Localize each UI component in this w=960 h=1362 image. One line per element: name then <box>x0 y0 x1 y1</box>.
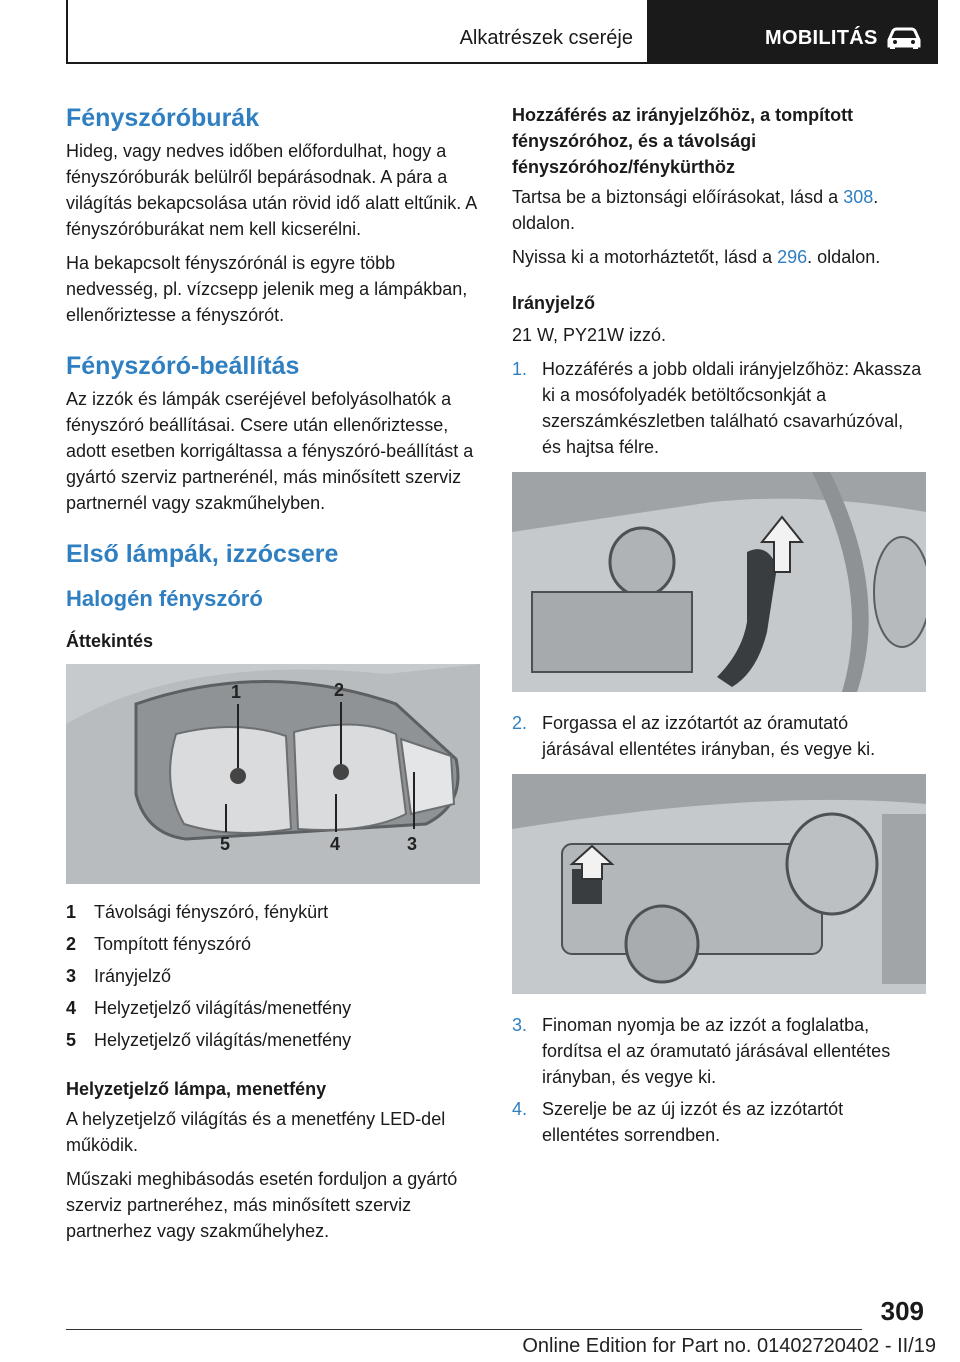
paragraph: Ha bekapcsolt fényszórónál is egyre több nedvesség, pl. vízcsepp jelenik meg a lámpákban, ellenőriztesse a fényszórót. <box>66 253 468 325</box>
figure-label-2: 2 <box>334 680 345 700</box>
paragraph: Tartsa be a biztonsági előírásokat, lásd a 308. oldalon. <box>512 187 879 233</box>
step-item: 3. Finoman nyomja be az izzót a foglalatba, fordítsa el az óramutató járásával ellentétes irányban, és vegye ki. <box>512 1015 891 1087</box>
engine-bay-illustration-2 <box>512 774 926 994</box>
legend-item: 4 Helyzetjelző világítás/menetfény <box>66 998 352 1018</box>
page-link-296[interactable]: 296 <box>777 247 808 267</box>
heading-fenyszoro-beallitas: Fényszóró-beállítás <box>66 352 300 380</box>
legend-item: 5 Helyzetjelző világítás/menetfény <box>66 1030 352 1050</box>
edition-info: Online Edition for Part no. 01402720402 - II/19 <box>522 1335 936 1357</box>
subheading-hozzaferes: Hozzáférés az irányjelzőhöz, a tompított fényszóróhoz, és a távolsági fényszóróhoz/fénykürthöz <box>512 105 854 177</box>
engine-bay-illustration-1 <box>512 472 926 692</box>
subheading-helyzetjelzo: Helyzetjelző lámpa, menetfény <box>66 1079 327 1099</box>
engine-bay-figure-2 <box>512 774 926 994</box>
figure-label-4: 4 <box>330 834 341 854</box>
legend-item: 1 Távolsági fényszóró, fénykürt <box>66 902 329 922</box>
paragraph: Az izzók és lámpák cseréjével befolyásolhatók a fényszóró beállításai. Csere után ellenőriztesse, adott esetben korrigáltassa a fényszóró-beállítást a gyártó szerviz partnerénél, más minősített szerviz partnernél vagy szakműhelyben. <box>66 389 474 513</box>
figure-label-5: 5 <box>220 834 231 854</box>
header-section-box <box>66 0 649 64</box>
engine-bay-figure-1 <box>512 472 926 692</box>
page-link-308[interactable]: 308 <box>843 187 874 207</box>
paragraph: A helyzetjelző világítás és a menetfény LED-del működik. <box>66 1109 446 1155</box>
subheading-iranyjelzo: Irányjelző <box>512 293 596 313</box>
paragraph: Műszaki meghibásodás esetén forduljon a gyártó szerviz partneréhez, más minősített szerviz partnerhez vagy szakműhelyhez. <box>66 1169 458 1241</box>
step-item: 1. Hozzáférés a jobb oldali irányjelzőhöz: Akassza ki a mosófolyadék betöltőcsonkját a szerszámkészletben található csavarhúzóval, és hajtsa félre. <box>512 359 922 457</box>
chapter-title: MOBILITÁS <box>765 27 878 49</box>
right-column <box>512 102 924 1154</box>
legend-item: 3 Irányjelző <box>66 966 172 986</box>
paragraph: Nyissa ki a motorháztetőt, lásd a 296. oldalon. <box>512 247 881 267</box>
legend-item: 2 Tompított fényszóró <box>66 934 252 954</box>
page-number: 309 <box>880 1296 924 1326</box>
section-title: Alkatrészek cseréje <box>459 27 633 49</box>
paragraph: Hideg, vagy nedves időben előfordulhat, hogy a fényszóróburák belülről bepárásodnak. A pára a világítás bekapcsolása után rövid idő alatt eltűnik. A fényszóróburákat nem kell kicserélni. <box>66 141 477 239</box>
heading-fenyszoroburak: Fényszóróburák <box>66 104 260 132</box>
headlight-figure <box>66 664 480 884</box>
step-item: 2. Forgassa el az izzótartót az óramutató járásával ellentétes irányban, és vegye ki. <box>512 713 876 759</box>
headlight-illustration <box>66 664 480 884</box>
footer-divider <box>66 1329 862 1330</box>
figure-label-1: 1 <box>231 682 242 702</box>
step-item: 4. Szerelje be az új izzót és az izzótartót ellentétes sorrendben. <box>512 1099 844 1145</box>
left-column <box>66 102 480 1252</box>
subheading-halogen: Halogén fényszóró <box>66 586 263 611</box>
subheading-attekintes: Áttekintés <box>66 631 154 651</box>
paragraph: 21 W, PY21W izzó. <box>512 325 667 345</box>
figure-legend <box>66 896 480 1056</box>
header-chapter-box <box>649 0 938 64</box>
figure-label-3: 3 <box>407 834 418 854</box>
car-icon <box>885 26 923 50</box>
heading-elso-lampak: Első lámpák, izzócsere <box>66 540 339 568</box>
